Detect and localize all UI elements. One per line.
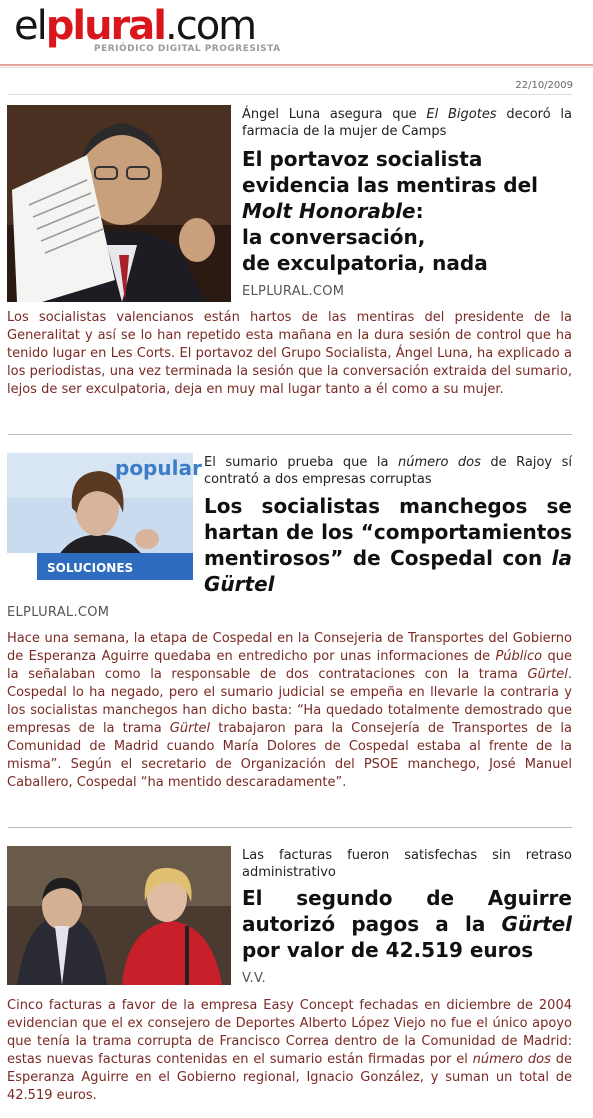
article-3-photo[interactable] [7, 846, 231, 985]
body-italic: Gürtel [169, 721, 211, 736]
logo-el: el [14, 3, 46, 49]
body-text: Hace una semana, la etapa de Cospedal en la Consejeria de Transportes del Gobierno de Esperanza Aguirre quedaba en entredicho por unas informaciones de [7, 631, 572, 664]
kicker-text: Ángel Luna asegura que [242, 107, 427, 122]
body-italic: número dos [472, 1052, 551, 1067]
body-text: . Cospedal lo ha negado, pero el sumario judicial se empeña en llevarle la contraria y los socialistas manchegos han dicho basta: “Ha quedado totalmente demostrado que empresas de la trama [7, 667, 572, 736]
kicker-italic: número dos [397, 455, 481, 470]
body-text: de Esperanza Aguirre en el Gobierno regional, Ignacio González, y suman un total de 42.519 euros. [7, 1052, 573, 1103]
headline-text: por valor de 42.519 euros [242, 938, 534, 962]
kicker-italic: El Bigotes [426, 107, 497, 122]
logo-com: .com [164, 3, 256, 49]
article-3-source: V.V. [242, 971, 266, 986]
article-3-headline[interactable] [242, 885, 572, 963]
date-divider [8, 94, 572, 95]
article-2-body [7, 630, 572, 792]
logo-plural: plural [45, 3, 165, 49]
image-text-soluciones: SOLUCIONES [47, 561, 134, 575]
kicker-text: decoró la farmacia de la mujer de Camps [242, 107, 573, 139]
body-italic: Gürtel [527, 667, 568, 682]
body-text: trabajaron para la Consejería de Transportes de la Comunidad de Madrid cuando María Dolores de Cospedal estaba al frente de la misma”. Según el secretario de Organización del PSOE manchego, José Manuel Caballero, Cospedal “ha mentido descaradamente”. [7, 721, 572, 790]
article-3-body [7, 997, 572, 1105]
edition-date: 22/10/2009 [515, 80, 573, 91]
header-rule [0, 64, 593, 66]
article-1-body: Los socialistas valencianos están hartos de las mentiras del presidente de la Generalitat y así se lo han repetido esta mañana en la dura sesión de control que ha tenido lugar en Les Corts. El portavoz del Grupo Socialista, Ángel Luna, ha explicado a los periodistas, una vez terminada la sesión que la conversación extraida del sumario, lejos de ser exculpatoria, deja en muy mal lugar tanto a él como a su mujer. [7, 310, 572, 397]
headline-line: la conversación, [242, 225, 426, 249]
headline-italic: Molt Honorable [242, 199, 416, 223]
header-rule-light [0, 67, 593, 68]
headline-line [242, 198, 572, 224]
headline-italic: la Gürtel [204, 546, 572, 596]
headline-text: El segundo de Aguirre autorizó pagos a la [242, 886, 572, 936]
article-2-photo[interactable] [7, 453, 202, 580]
headline-colon: : [415, 199, 424, 223]
body-text: que la señalaban como la responsable de dos contrataciones con la trama [7, 649, 572, 682]
kicker-text: de Rajoy sí contrató a dos empresas corruptas [204, 455, 572, 487]
headline-line: evidencia las mentiras del [242, 173, 538, 197]
image-text-popular: popular [115, 456, 202, 480]
article-divider [8, 827, 572, 828]
site-logo[interactable] [14, 3, 281, 54]
kicker-text: El sumario prueba que la [204, 455, 398, 470]
body-italic: Público [495, 649, 543, 664]
article-1-source: ELPLURAL.COM [242, 284, 345, 299]
article-2-headline[interactable] [204, 493, 572, 597]
article-1-photo[interactable] [7, 105, 231, 302]
headline-line: de exculpatoria, nada [242, 251, 488, 275]
article-1-headline[interactable] [242, 146, 572, 276]
article-1-kicker [242, 106, 572, 140]
body-text: Cinco facturas a favor de la empresa Easy Concept fechadas en diciembre de 2004 evidencian que el ex consejero de Deportes Alberto López Viejo no fue el único apoyo que tenía la trama corrupta de Francisco Correa dentro de la Comunidad de Madrid: estas nuevas facturas contenidas en el sumario están firmadas por el [7, 998, 572, 1067]
article-3-kicker: Las facturas fueron satisfechas sin retraso administrativo [242, 848, 572, 880]
headline-text: Los socialistas manchegos se hartan de los “comportamientos mentirosos” de Cospedal con [204, 494, 572, 570]
site-header [0, 0, 593, 66]
article-divider [8, 434, 572, 435]
article-2-kicker [204, 454, 572, 488]
headline-italic: Gürtel [501, 912, 572, 936]
headline-line: El portavoz socialista [242, 147, 483, 171]
logo-tagline: PERIÓDICO DIGITAL PROGRESISTA [94, 44, 281, 54]
article-2-source: ELPLURAL.COM [7, 605, 110, 620]
